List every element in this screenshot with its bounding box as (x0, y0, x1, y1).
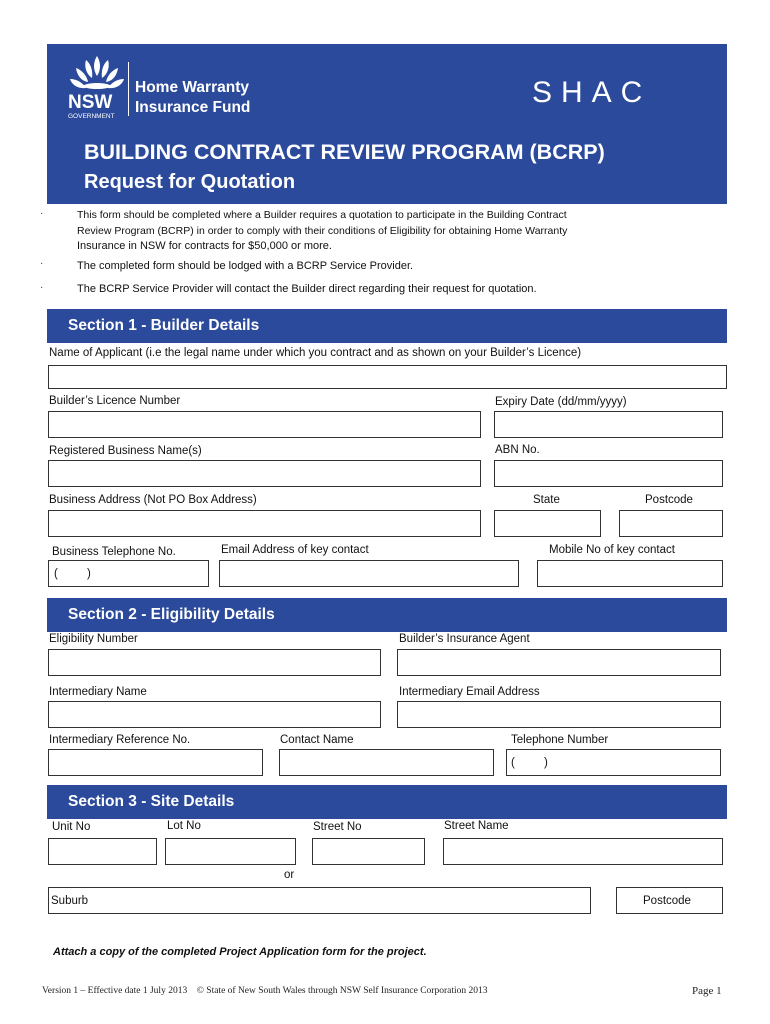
business-names-field[interactable] (48, 460, 481, 487)
business-address-field[interactable] (48, 510, 481, 537)
section-3-header (47, 785, 727, 819)
section-1-title: Section 1 - Builder Details (68, 317, 260, 334)
intro-item-1-line-2: Review Program (BCRP) in order to comply with their conditions of Eligibility for obtaining Home Warranty (77, 225, 568, 237)
intermediary-name-label: Intermediary Name (49, 686, 147, 698)
expiry-date-field[interactable] (494, 411, 723, 438)
intermediary-email-label: Intermediary Email Address (399, 686, 540, 698)
street-no-label: Street No (313, 821, 362, 833)
intro-item-1-line-1: This form should be completed where a Builder requires a quotation to participate in the Building Contract (77, 209, 567, 221)
bullet-3: · (40, 282, 44, 293)
intermediary-paren-close: ) (544, 757, 548, 769)
contact-name-field[interactable] (279, 749, 494, 776)
footer-version: Version 1 – Effective date 1 July 2013 © State of New South Wales through NSW Self Insurance Corporation 2013 (42, 986, 488, 996)
site-postcode-label: Postcode (643, 895, 691, 907)
section-3-title: Section 3 - Site Details (68, 793, 235, 810)
expiry-date-label: Expiry Date (dd/mm/yyyy) (495, 396, 627, 408)
page-subtitle: Request for Quotation (84, 171, 296, 193)
section-2-title: Section 2 - Eligibility Details (68, 606, 275, 623)
insurance-agent-field[interactable] (397, 649, 721, 676)
intermediary-ref-field[interactable] (48, 749, 263, 776)
state-label: State (533, 494, 560, 506)
lot-no-field[interactable] (165, 838, 296, 865)
telephone-label: Business Telephone No. (52, 546, 176, 558)
waratah-icon (62, 52, 132, 124)
section-1-header (47, 309, 727, 343)
abn-field[interactable] (494, 460, 723, 487)
bullet-1: · (40, 208, 44, 219)
telephone-field[interactable] (48, 560, 209, 587)
or-separator: or (284, 869, 295, 881)
nsw-government-logo (62, 52, 132, 122)
state-field[interactable] (494, 510, 601, 537)
intermediary-ref-label: Intermediary Reference No. (49, 734, 191, 746)
business-names-label: Registered Business Name(s) (49, 445, 202, 457)
fund-name-line1: Home Warranty (135, 79, 249, 96)
licence-number-field[interactable] (48, 411, 481, 438)
site-postcode-field[interactable] (616, 887, 723, 914)
intro-item-2: The completed form should be lodged with a BCRP Service Provider. (77, 260, 414, 272)
email-label: Email Address of key contact (221, 544, 369, 556)
intermediary-telephone-field[interactable] (506, 749, 721, 776)
intermediary-email-field[interactable] (397, 701, 721, 728)
fund-name-line2: Insurance Fund (135, 99, 251, 116)
intermediary-paren-open: ( (511, 757, 515, 769)
mobile-field[interactable] (537, 560, 723, 587)
intro-item-1-line-3: Insurance in NSW for contracts for $50,000 or more. (77, 240, 332, 252)
street-name-label: Street Name (444, 820, 509, 832)
intro-item-3: The BCRP Service Provider will contact the Builder direct regarding their request for quotation. (77, 283, 537, 295)
logo-subtext: GOVERNMENT (68, 113, 115, 120)
street-name-field[interactable] (443, 838, 723, 865)
telephone-number-label: Telephone Number (511, 734, 609, 746)
email-field[interactable] (219, 560, 519, 587)
abn-label: ABN No. (495, 444, 540, 456)
section-2-header (47, 598, 727, 632)
insurance-agent-label: Builder’s Insurance Agent (399, 633, 530, 645)
eligibility-number-field[interactable] (48, 649, 381, 676)
applicant-name-field[interactable] (48, 365, 727, 389)
applicant-name-label: Name of Applicant (i.e the legal name under which you contract and as shown on your Builder’s Licence) (49, 347, 582, 359)
suburb-label: Suburb (51, 895, 89, 907)
postcode-field[interactable] (619, 510, 723, 537)
page-number: Page 1 (692, 985, 722, 997)
bullet-2: · (40, 258, 44, 269)
mobile-label: Mobile No of key contact (549, 544, 675, 556)
business-address-label: Business Address (Not PO Box Address) (49, 494, 257, 506)
suburb-field[interactable] (48, 887, 591, 914)
telephone-paren-close: ) (87, 568, 91, 580)
unit-no-field[interactable] (48, 838, 157, 865)
shac-brand: SHAC (532, 76, 652, 109)
lot-no-label: Lot No (167, 820, 201, 832)
unit-no-label: Unit No (52, 821, 91, 833)
contact-name-label: Contact Name (280, 734, 354, 746)
intermediary-name-field[interactable] (48, 701, 381, 728)
attach-note: Attach a copy of the completed Project Application form for the project. (53, 946, 427, 958)
eligibility-number-label: Eligibility Number (49, 633, 138, 645)
postcode-label: Postcode (645, 494, 693, 506)
logo-text: NSW (68, 92, 113, 113)
fund-name (135, 78, 250, 118)
page-title: BUILDING CONTRACT REVIEW PROGRAM (BCRP) (84, 140, 605, 164)
logo-divider (128, 62, 129, 116)
street-no-field[interactable] (312, 838, 425, 865)
telephone-paren-open: ( (54, 568, 58, 580)
licence-number-label: Builder’s Licence Number (49, 395, 181, 407)
